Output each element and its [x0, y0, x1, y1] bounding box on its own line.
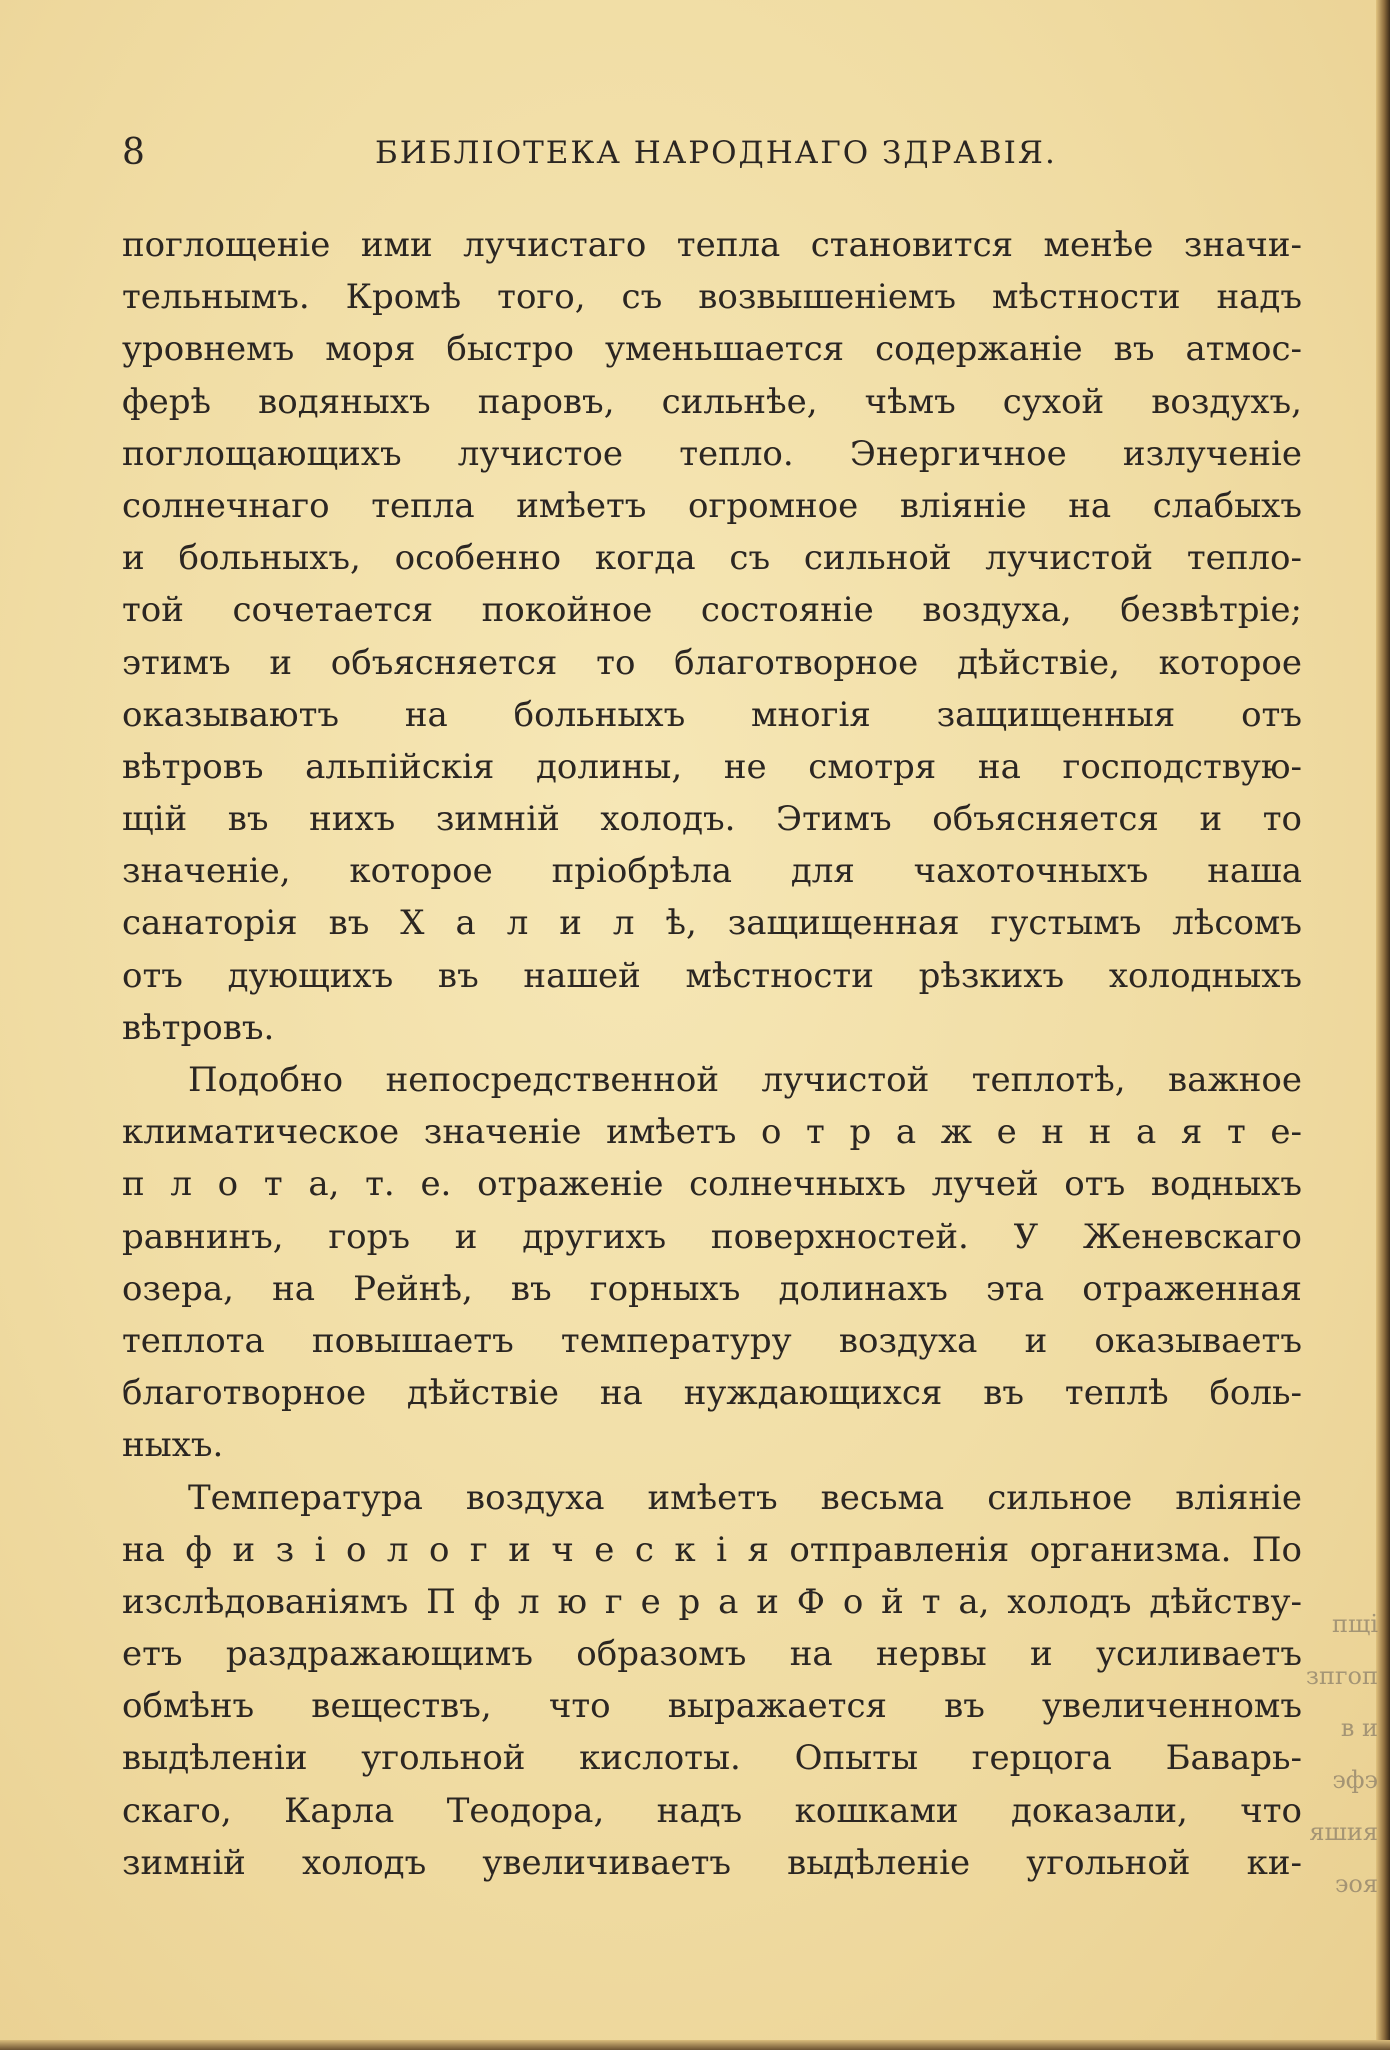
text-line: и больныхъ, особенно когда съ сильной лучистой тепло- [122, 538, 1302, 579]
text-line: санаторія въ Х а л и л ѣ, защищенная густымъ лѣсомъ [122, 903, 1302, 944]
text-line: благотворное дѣйствіе на нуждающихся въ теплѣ боль- [122, 1373, 1302, 1414]
text-line: Подобно непосредственной лучистой теплотѣ, важное [188, 1060, 1302, 1100]
bleed-through-text: зпгоп [1305, 1662, 1378, 1690]
page-edge-right [1376, 0, 1390, 2050]
text-line: п л о т а, т. е. отраженіе солнечныхъ лучей отъ водныхъ [122, 1164, 1302, 1205]
bleed-through-text: в и [1340, 1714, 1378, 1742]
text-line: поглощающихъ лучистое тепло. Энергичное излученіе [122, 433, 1302, 474]
text-line: уровнемъ моря быстро уменьшается содержаніе въ атмос- [122, 329, 1302, 370]
body-text [122, 219, 1302, 1889]
text-line: зимній холодъ увеличиваетъ выдѣленіе угольной ки- [122, 1842, 1302, 1883]
bleed-through-text: пщі [1332, 1610, 1378, 1638]
bleed-through-text: эоя [1334, 1870, 1378, 1898]
text-line: солнечнаго тепла имѣетъ огромное вліяніе на слабыхъ [122, 485, 1302, 526]
text-line: ныхъ. [122, 1425, 224, 1466]
text-line: той сочетается покойное состояніе воздуха, безвѣтріе; [122, 590, 1302, 631]
page-header [122, 128, 1302, 178]
text-line: вѣтровъ. [122, 1007, 275, 1048]
text-line: значеніе, которое пріобрѣла для чахоточныхъ наша [122, 851, 1302, 892]
text-line: климатическое значеніе имѣетъ о т р а ж е н н а я т е- [122, 1112, 1302, 1153]
page-number: 8 [122, 132, 145, 173]
text-line: Температура воздуха имѣетъ весьма сильное вліяніе [188, 1477, 1302, 1518]
text-line: обмѣнъ веществъ, что выражается въ увеличенномъ [122, 1686, 1302, 1727]
text-line: на ф и з і о л о г и ч е с к і я отправленія организма. По [122, 1529, 1302, 1570]
text-line: скаго, Карла Теодора, надъ кошками доказали, что [122, 1790, 1302, 1831]
text-line: поглощеніе ими лучистаго тепла становится менѣе значи- [122, 225, 1302, 265]
text-line: отъ дующихъ въ нашей мѣстности рѣзкихъ холодныхъ [122, 955, 1302, 996]
text-line: изслѣдованіямъ П ф л ю г е р а и Ф о й т а, холодъ дѣйству- [122, 1581, 1302, 1622]
text-line: озера, на Рейнѣ, въ горныхъ долинахъ эта отраженная [122, 1268, 1302, 1309]
text-line: тельнымъ. Кромѣ того, съ возвышеніемъ мѣстности надъ [122, 277, 1302, 318]
text-line: этимъ и объясняется то благотворное дѣйствіе, которое [122, 642, 1302, 683]
text-line: выдѣленіи угольной кислоты. Опыты герцога Баварь- [122, 1738, 1302, 1779]
page-edge-bottom [0, 2040, 1390, 2050]
bleed-through-text: яшия [1309, 1818, 1378, 1846]
text-line: щій въ нихъ зимній холодъ. Этимъ объясняется и то [122, 799, 1302, 840]
text-line: равнинъ, горъ и другихъ поверхностей. У Женевскаго [122, 1216, 1302, 1257]
text-line: ферѣ водяныхъ паровъ, сильнѣе, чѣмъ сухой воздухъ, [122, 381, 1302, 422]
text-line: оказываютъ на больныхъ многія защищенныя отъ [122, 694, 1302, 735]
text-line: етъ раздражающимъ образомъ на нервы и усиливаетъ [122, 1634, 1302, 1675]
text-line: вѣтровъ альпійскія долины, не смотря на господствую- [122, 746, 1302, 787]
running-title: БИБЛІОТЕКА НАРОДНАГО ЗДРАВІЯ. [375, 135, 1057, 171]
text-line: теплота повышаетъ температуру воздуха и оказываетъ [122, 1320, 1302, 1361]
bleed-through-text: эфэ [1332, 1766, 1378, 1794]
